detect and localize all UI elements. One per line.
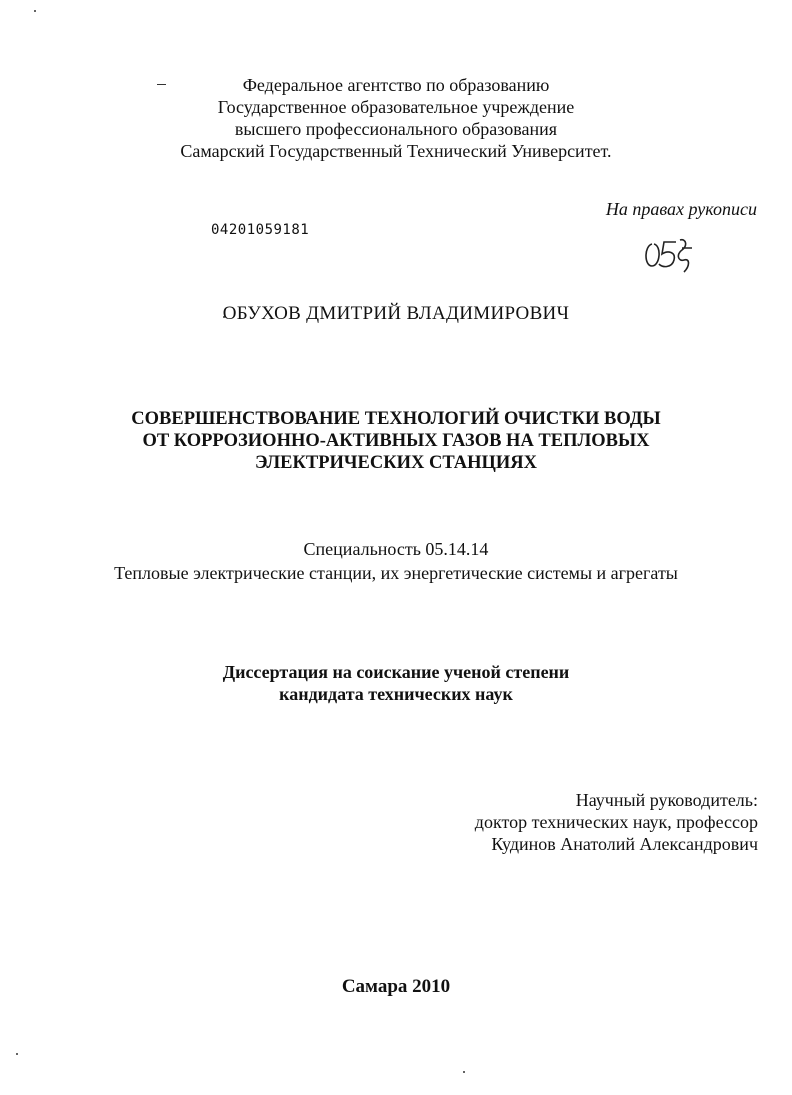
organization-line: Федеральное агентство по образованию <box>242 75 550 95</box>
specialty-block <box>0 537 792 585</box>
organization-header <box>0 74 792 162</box>
organization-line: высшего профессионального образования <box>234 119 558 139</box>
scan-speck <box>16 1053 18 1055</box>
specialty-name: Тепловые электрические станции, их энергетические системы и агрегаты <box>114 563 678 583</box>
title-line: ЭЛЕКТРИЧЕСКИХ СТАНЦИЯХ <box>254 453 538 473</box>
supervisor-title: доктор технических наук, профессор <box>474 812 758 832</box>
handwritten-mark <box>642 236 698 276</box>
title-line: ОТ КОРРОЗИОННО-АКТИВНЫХ ГАЗОВ НА ТЕПЛОВЫХ <box>142 431 650 451</box>
author-name: ОБУХОВ ДМИТРИЙ ВЛАДИМИРОВИЧ <box>222 303 570 324</box>
organization-line: Самарский Государственный Технический Университет. <box>180 141 612 161</box>
degree-block <box>0 661 792 705</box>
supervisor-block <box>475 789 758 855</box>
scan-speck <box>463 1071 465 1073</box>
specialty-code: Специальность 05.14.14 <box>303 539 489 559</box>
supervisor-label: Научный руководитель: <box>575 790 758 810</box>
supervisor-name: Кудинов Анатолий Александрович <box>491 834 758 854</box>
rights-note: На правах рукописи <box>605 199 757 219</box>
title-line: СОВЕРШЕНСТВОВАНИЕ ТЕХНОЛОГИЙ ОЧИСТКИ ВОДЫ <box>131 409 661 429</box>
stamp-number: 04201059181 <box>211 222 310 238</box>
dissertation-title <box>0 408 792 474</box>
organization-line: Государственное образовательное учреждение <box>217 97 575 117</box>
scan-speck <box>34 10 36 12</box>
degree-line: Диссертация на соискание ученой степени <box>222 662 570 682</box>
place-year: Самара 2010 <box>341 976 451 997</box>
degree-line: кандидата технических наук <box>279 684 513 704</box>
